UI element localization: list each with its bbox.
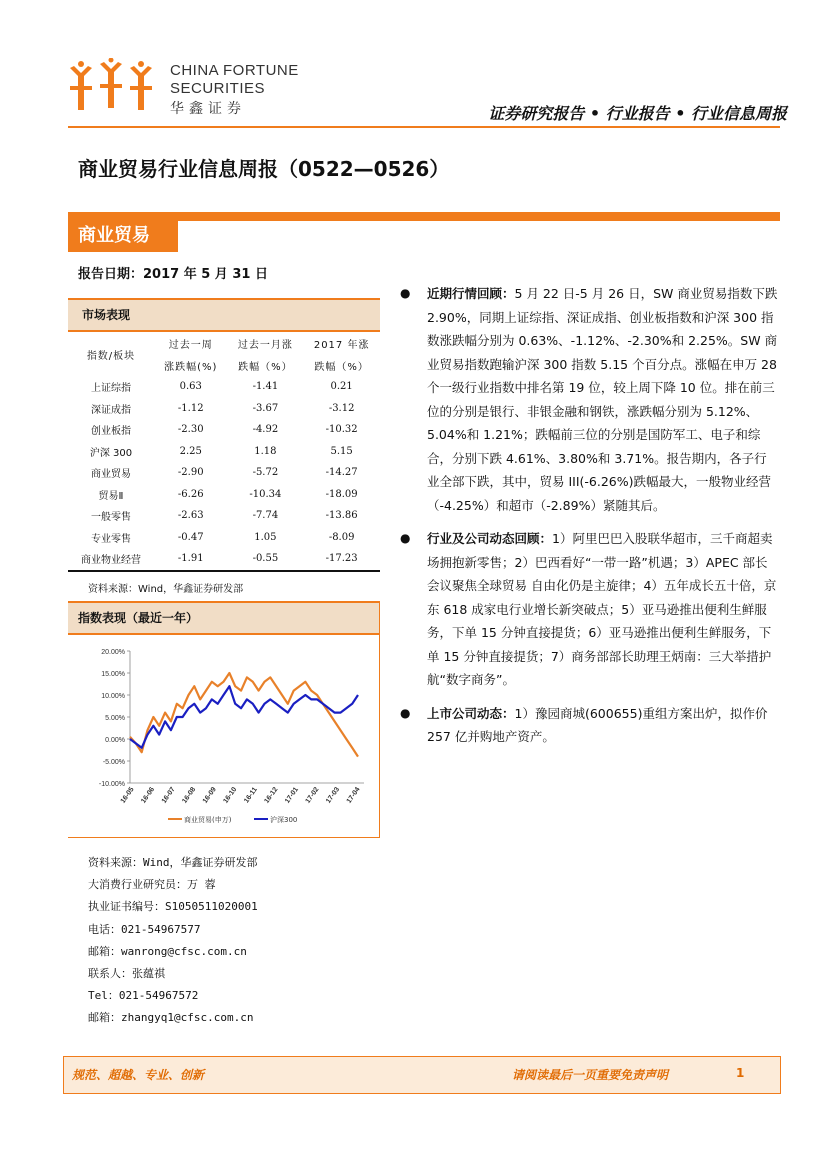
y-tick-label: 10.00% (101, 692, 125, 700)
row-name: 沪深 300 (89, 447, 133, 459)
row-name: 商业物业经营 (81, 555, 141, 567)
contact-analyst: 大消费行业研究员：万 蓉 (88, 878, 216, 892)
row-week: -2.63 (177, 510, 204, 522)
col-header-ytd-2: 跌幅（%） (314, 361, 369, 373)
logo-chinese-name: 华鑫证券 (170, 101, 246, 117)
contact-email[interactable]: 邮箱：wanrong@cfsc.com.cn (88, 944, 247, 958)
series-line-0 (130, 673, 358, 757)
x-tick-label: 16-12 (263, 785, 280, 805)
table-row (68, 548, 380, 571)
row-month: -4.92 (252, 424, 279, 436)
row-ytd: -3.12 (328, 402, 355, 414)
legend-label: 商业贸易(申万) (184, 815, 232, 824)
contact-email2[interactable]: 邮箱：zhangyq1@cfsc.com.cn (88, 1011, 254, 1025)
bullet-heading: 近期行情回顾： (427, 286, 515, 301)
row-week: 0.63 (179, 381, 202, 393)
table-row (68, 505, 380, 527)
contact-person: 联系人：张蕴祺 (88, 967, 165, 981)
x-tick-label: 17-03 (325, 785, 342, 805)
y-tick-label: 20.00% (101, 648, 125, 656)
row-month: -1.41 (252, 381, 279, 393)
left-column (68, 298, 380, 838)
bullet-text: 1）豫园商城(600655)重组方案出炉，拟作价 257 亿并购地产资产。 (427, 705, 768, 744)
list-item (398, 527, 778, 692)
row-month: -5.72 (252, 467, 279, 479)
x-tick-label: 16-09 (201, 785, 218, 805)
row-name: 深证成指 (91, 404, 131, 416)
market-performance-table (68, 332, 380, 572)
x-tick-label: 16-11 (243, 785, 259, 805)
row-month: -0.55 (252, 553, 279, 565)
chart-box-title: 指数表现（最近一年） (68, 601, 379, 635)
col-header-ytd-1: 2017 年涨 (313, 339, 370, 351)
table-row (68, 441, 380, 463)
table-row (68, 419, 380, 441)
x-tick-label: 16-08 (181, 785, 198, 805)
row-month: -7.74 (252, 510, 279, 522)
row-name: 一般零售 (91, 512, 131, 524)
row-week: -1.12 (177, 402, 204, 414)
page-number: 1 (736, 1066, 745, 1080)
row-name: 商业贸易 (91, 469, 131, 481)
bullet-heading: 上市公司动态： (427, 705, 515, 721)
row-name: 贸易Ⅱ (98, 490, 124, 502)
row-name: 上证综指 (91, 383, 131, 395)
x-tick-label: 17-02 (304, 785, 321, 805)
list-item (398, 702, 778, 749)
report-date: 报告日期：2017 年 5 月 31 日 (78, 267, 268, 282)
row-month: 1.05 (254, 531, 277, 543)
x-tick-label: 16-06 (140, 785, 157, 805)
chart-frame (68, 601, 380, 838)
table-source: 资料来源：Wind，华鑫证券研发部 (88, 583, 244, 595)
logo-english-line2: SECURITIES (170, 80, 266, 97)
contact-tel2: Tel：021-54967572 (88, 989, 199, 1003)
row-week: -0.47 (177, 531, 204, 543)
row-ytd: 5.15 (330, 445, 353, 457)
col-header-week-1: 过去一周 (168, 339, 213, 351)
bullet-text: 5 月 22 日-5 月 26 日，SW 商业贸易指数下跌 2.90%，同期上证综指、深证成指、创业板指数和沪深 300 指数涨跌幅分别为 0.63%、-1.12%、-2.30%和 2.25%。SW 商业贸易指数跑输沪深 300 指数 5.15 个百分点。涨幅在申万 28 个一级行业指数中排名第 19 位，较上周下降 10 位。排在前三位的分别是银行、非银金融和钢铁，涨跌幅分别为 5.12%、5.04%和 1.21%；跌幅前三位的分别是国防军工、电子和综合，分别下跌 4.61%、3.80%和 3.71%。报告期内，各子行业全部下跌，其中，贸易 III(-6.26%)跌幅最大，一般物业经营（-4.25%）和超市（-2.89%）紧随其后。 (427, 286, 778, 513)
table-row (68, 484, 380, 506)
row-week: -6.26 (177, 488, 204, 500)
sector-label: 商业贸易 (78, 225, 150, 246)
row-name: 创业板指 (91, 426, 131, 438)
legend-label: 沪深300 (270, 815, 298, 824)
bullet-icon: ● (400, 286, 411, 300)
row-name: 专业零售 (91, 533, 131, 545)
table-row (68, 527, 380, 549)
y-tick-label: -10.00% (98, 780, 125, 788)
contact-cert: 执业证书编号：S1050511020001 (88, 900, 258, 914)
y-tick-label: 15.00% (101, 670, 125, 678)
row-month: -3.67 (252, 402, 279, 414)
row-week: -2.30 (177, 424, 204, 436)
y-tick-label: 5.00% (105, 714, 125, 722)
row-ytd: -8.09 (328, 531, 355, 543)
report-type-label: 证券研究报告 • 行业报告 • 行业信息周报 (488, 104, 787, 123)
contact-source: 资料来源：Wind，华鑫证券研发部 (88, 856, 258, 869)
header-divider (68, 126, 780, 128)
x-tick-label: 17-04 (345, 785, 362, 805)
footer-slogan: 规范、超越、专业、创新 (72, 1068, 205, 1082)
company-logo-icon (66, 58, 162, 114)
summary-column (398, 282, 778, 759)
index-performance-chart (68, 635, 368, 831)
list-item (398, 282, 778, 517)
row-ytd: -14.27 (325, 467, 358, 479)
row-month: 1.18 (254, 445, 277, 457)
row-ytd: -17.23 (325, 553, 358, 565)
row-week: -2.90 (177, 467, 204, 479)
y-tick-label: -5.00% (102, 758, 125, 766)
x-tick-label: 16-07 (160, 785, 177, 805)
bullet-heading: 行业及公司动态回顾： (427, 531, 553, 546)
bullet-icon: ● (400, 705, 411, 720)
col-label: 指数/板块 (86, 350, 136, 362)
col-header-month-1: 过去一月涨 (237, 339, 293, 351)
row-week: 2.25 (179, 445, 202, 457)
row-week: -1.91 (177, 553, 204, 565)
logo-english-line1: CHINA FORTUNE (170, 62, 299, 79)
col-header-month-2: 跌幅（%） (238, 361, 293, 373)
row-ytd: -10.32 (325, 424, 358, 436)
row-ytd: -18.09 (325, 488, 358, 500)
x-tick-label: 17-01 (283, 785, 301, 805)
bullet-icon: ● (400, 531, 411, 545)
y-tick-label: 0.00% (105, 736, 125, 744)
x-tick-label: 16-10 (222, 785, 239, 805)
table-row (68, 398, 380, 420)
table-row (68, 462, 380, 484)
row-ytd: -13.86 (325, 510, 358, 522)
contact-tel: 电话：021-54967577 (88, 922, 201, 936)
document-title: 商业贸易行业信息周报（0522—0526） (78, 157, 450, 181)
x-tick-label: 16-05 (119, 785, 136, 805)
bullet-text: 1）阿里巴巴入股联华超市，三千商超卖场拥抱新零售；2）巴西看好“一带一路”机遇；3）APEC 部长会议聚焦全球贸易 自由化仍是主旋律；4）五年成长五十倍，京东 618 成家电行业增长新突破点；5）亚马逊推出便利生鲜服务，下单 15 分钟直接提货；6）亚马逊推出便利生鲜服务，下单 15 分钟直接提货；7）商务部部长助理王炳南：三大举措护航“数字商务”。 (427, 531, 777, 687)
table-row (68, 376, 380, 398)
row-ytd: 0.21 (330, 381, 353, 393)
analyst-contact (88, 852, 258, 1030)
market-table-title: 市场表现 (68, 298, 380, 332)
footer-disclaimer[interactable]: 请阅读最后一页重要免责声明 (512, 1068, 669, 1082)
row-month: -10.34 (249, 488, 282, 500)
col-header-week-2: 涨跌幅(%) (164, 361, 218, 373)
